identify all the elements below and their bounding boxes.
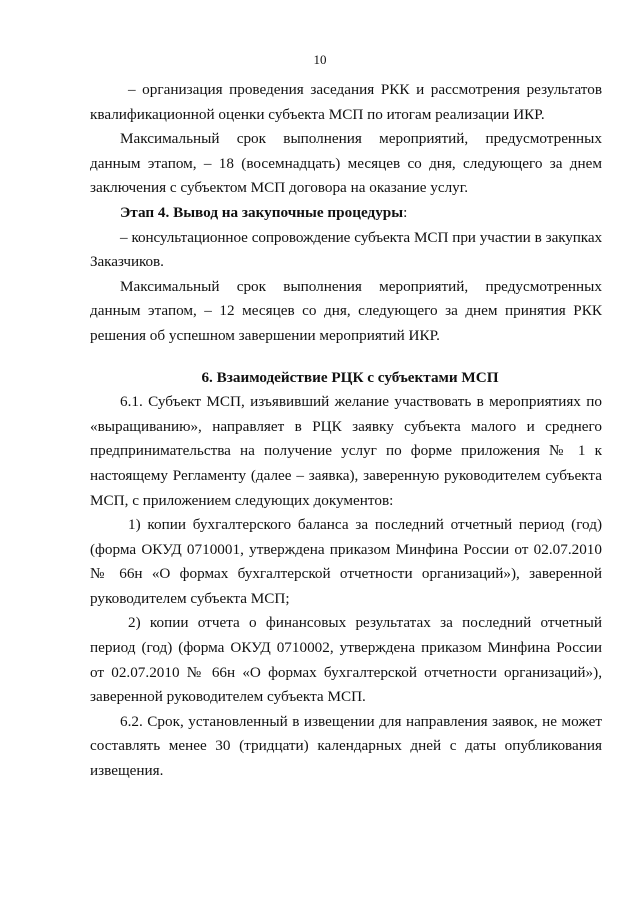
- paragraph-stage3-deadline: Максимальный срок выполнения мероприятий, предусмотренных данным этапом, – 18 (восемнадцать) месяцев со дня, следующего за днем заключения с субъектом МСП договора на оказание услуг.: [90, 130, 602, 197]
- section-6-title: 6. Взаимодействие РЦК с субъектами МСП: [201, 368, 499, 386]
- stage4-colon: :: [403, 203, 408, 221]
- paragraph-procurement-support: – консультационное сопровождение субъекта МСП при участии в закупках Заказчиков.: [90, 228, 602, 271]
- paragraph-stage4-deadline: Максимальный срок выполнения мероприятий, предусмотренных данным этапом, – 12 месяцев со дня, следующего за днем принятия РКК решения об успешном завершении мероприятий ИКР.: [90, 277, 602, 344]
- page-number: 10: [313, 52, 327, 67]
- paragraph-6-2: 6.2. Срок, установленный в извещении для направления заявок, не может составлять менее 30 (тридцати) календарных дней с даты опубликования извещения.: [90, 712, 602, 780]
- document-body: [90, 78, 602, 784]
- paragraph-balance-copy: 1) копии бухгалтерского баланса за последний отчетный период (год) (форма ОКУД 0710001, утверждена приказом Минфина России от 02.07.2010 № 66н «О формах бухгалтерской отчетности организаций»), заверенной руководителем субъекта МСП;: [90, 516, 602, 607]
- paragraph-6-1: 6.1. Субъект МСП, изъявивший желание участвовать в мероприятиях по «выращиванию», направляет в РЦК заявку субъекта малого и среднего предпринимательства на получение услуг по форме приложения № 1 к настоящему Регламенту (далее – заявка), заверенную руководителем субъекта МСП, с приложением следующих документов:: [90, 393, 602, 509]
- stage4-title: Этап 4. Вывод на закупочные процедуры: [120, 203, 404, 221]
- paragraph-commission-meeting: – организация проведения заседания РКК и рассмотрения результатов квалификационной оценки субъекта МСП по итогам реализации ИКР.: [90, 81, 602, 123]
- paragraph-financial-results-copy: 2) копии отчета о финансовых результатах за последний отчетный период (год) (форма ОКУД 0710002, утверждена приказом Минфина России от 02.07.2010 № 66н «О формах бухгалтерской отчетности организаций»), заверенной руководителем субъекта МСП.: [90, 614, 602, 706]
- paragraph-stage4-heading: [90, 201, 602, 226]
